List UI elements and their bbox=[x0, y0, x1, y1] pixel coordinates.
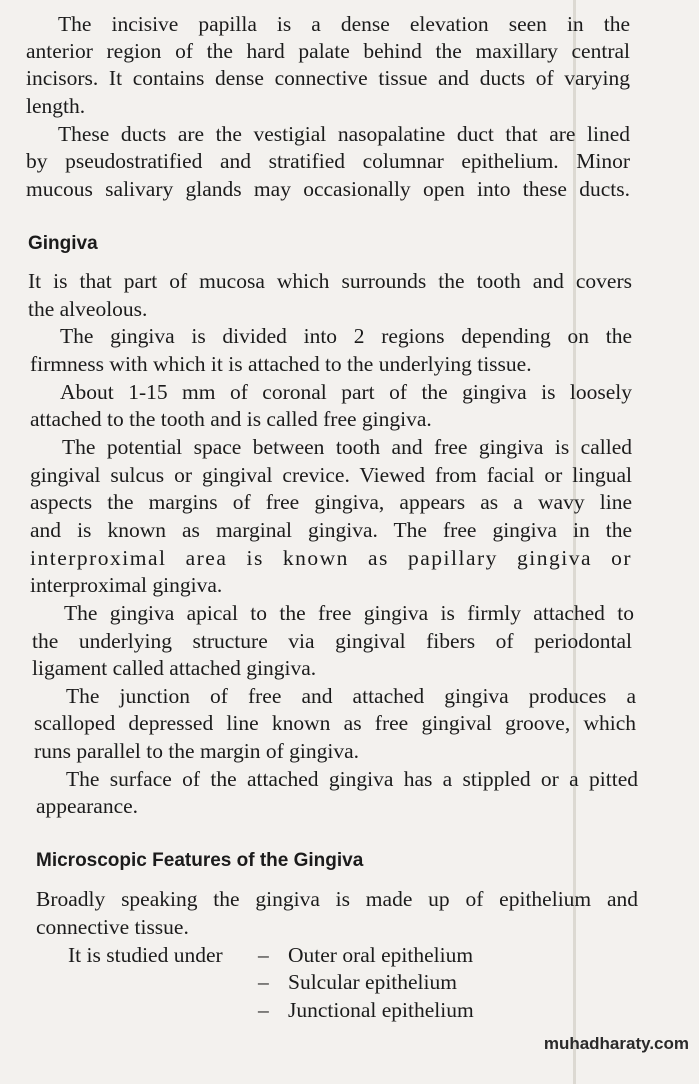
text-line: and is known as marginal gingiva. The free gingiva in the bbox=[30, 518, 632, 542]
text-line: attached to the tooth and is called free gingiva. bbox=[30, 407, 432, 431]
text-line: appearance. bbox=[36, 794, 139, 818]
text-line: runs parallel to the margin of gingiva. bbox=[34, 739, 360, 763]
list-intro: It is studied under bbox=[68, 943, 223, 967]
list-dash: – bbox=[258, 943, 269, 967]
text-line: ligament called attached gingiva. bbox=[32, 656, 317, 680]
text-line: The gingiva is divided into 2 regions depending on the bbox=[60, 324, 632, 348]
text-line: the alveolous. bbox=[28, 297, 148, 321]
text-line: by pseudostratified and stratified columnar epithelium. Minor bbox=[26, 149, 630, 173]
list-dash: – bbox=[258, 970, 269, 994]
text-line: It is that part of mucosa which surrounds the tooth and covers bbox=[28, 269, 632, 293]
text-line: The junction of free and attached gingiva produces a bbox=[66, 684, 636, 708]
section-heading-gingiva: Gingiva bbox=[28, 233, 98, 254]
text-line: length. bbox=[26, 94, 86, 118]
text-line: The surface of the attached gingiva has a stippled or a pitted bbox=[66, 767, 638, 791]
section-heading-microscopic: Microscopic Features of the Gingiva bbox=[36, 850, 364, 871]
text-line: The potential space between tooth and free gingiva is called bbox=[62, 435, 632, 459]
text-line: incisors. It contains dense connective tissue and ducts of varying bbox=[26, 66, 630, 90]
list-item: Sulcular epithelium bbox=[288, 970, 457, 994]
text-line: The gingiva apical to the free gingiva is firmly attached to bbox=[64, 601, 634, 625]
text-line: gingival sulcus or gingival crevice. Viewed from facial or lingual bbox=[30, 463, 632, 487]
text-line: aspects the margins of free gingiva, appears as a wavy line bbox=[30, 490, 632, 514]
text-line: scalloped depressed line known as free gingival groove, which bbox=[34, 711, 636, 735]
text-line: Broadly speaking the gingiva is made up of epithelium and bbox=[36, 887, 638, 911]
list-item: Outer oral epithelium bbox=[288, 943, 474, 967]
text-line: connective tissue. bbox=[36, 915, 189, 939]
list-dash: – bbox=[258, 998, 269, 1022]
list-item: Junctional epithelium bbox=[288, 998, 474, 1022]
watermark: muhadharaty.com bbox=[543, 1034, 689, 1053]
text-line: anterior region of the hard palate behind the maxillary central bbox=[26, 39, 630, 63]
text-line: About 1-15 mm of coronal part of the gingiva is loosely bbox=[60, 380, 632, 404]
text-line: the underlying structure via gingival fibers of periodontal bbox=[32, 629, 632, 653]
text-line: firmness with which it is attached to the underlying tissue. bbox=[30, 352, 532, 376]
text-line: The incisive papilla is a dense elevation seen in the bbox=[58, 12, 630, 36]
text-line: These ducts are the vestigial nasopalatine duct that are lined bbox=[58, 122, 630, 146]
text-line: interproximal gingiva. bbox=[30, 573, 223, 597]
text-line: interproximal area is known as papillary gingiva or bbox=[30, 546, 632, 570]
text-line: mucous salivary glands may occasionally open into these ducts. bbox=[26, 177, 630, 201]
